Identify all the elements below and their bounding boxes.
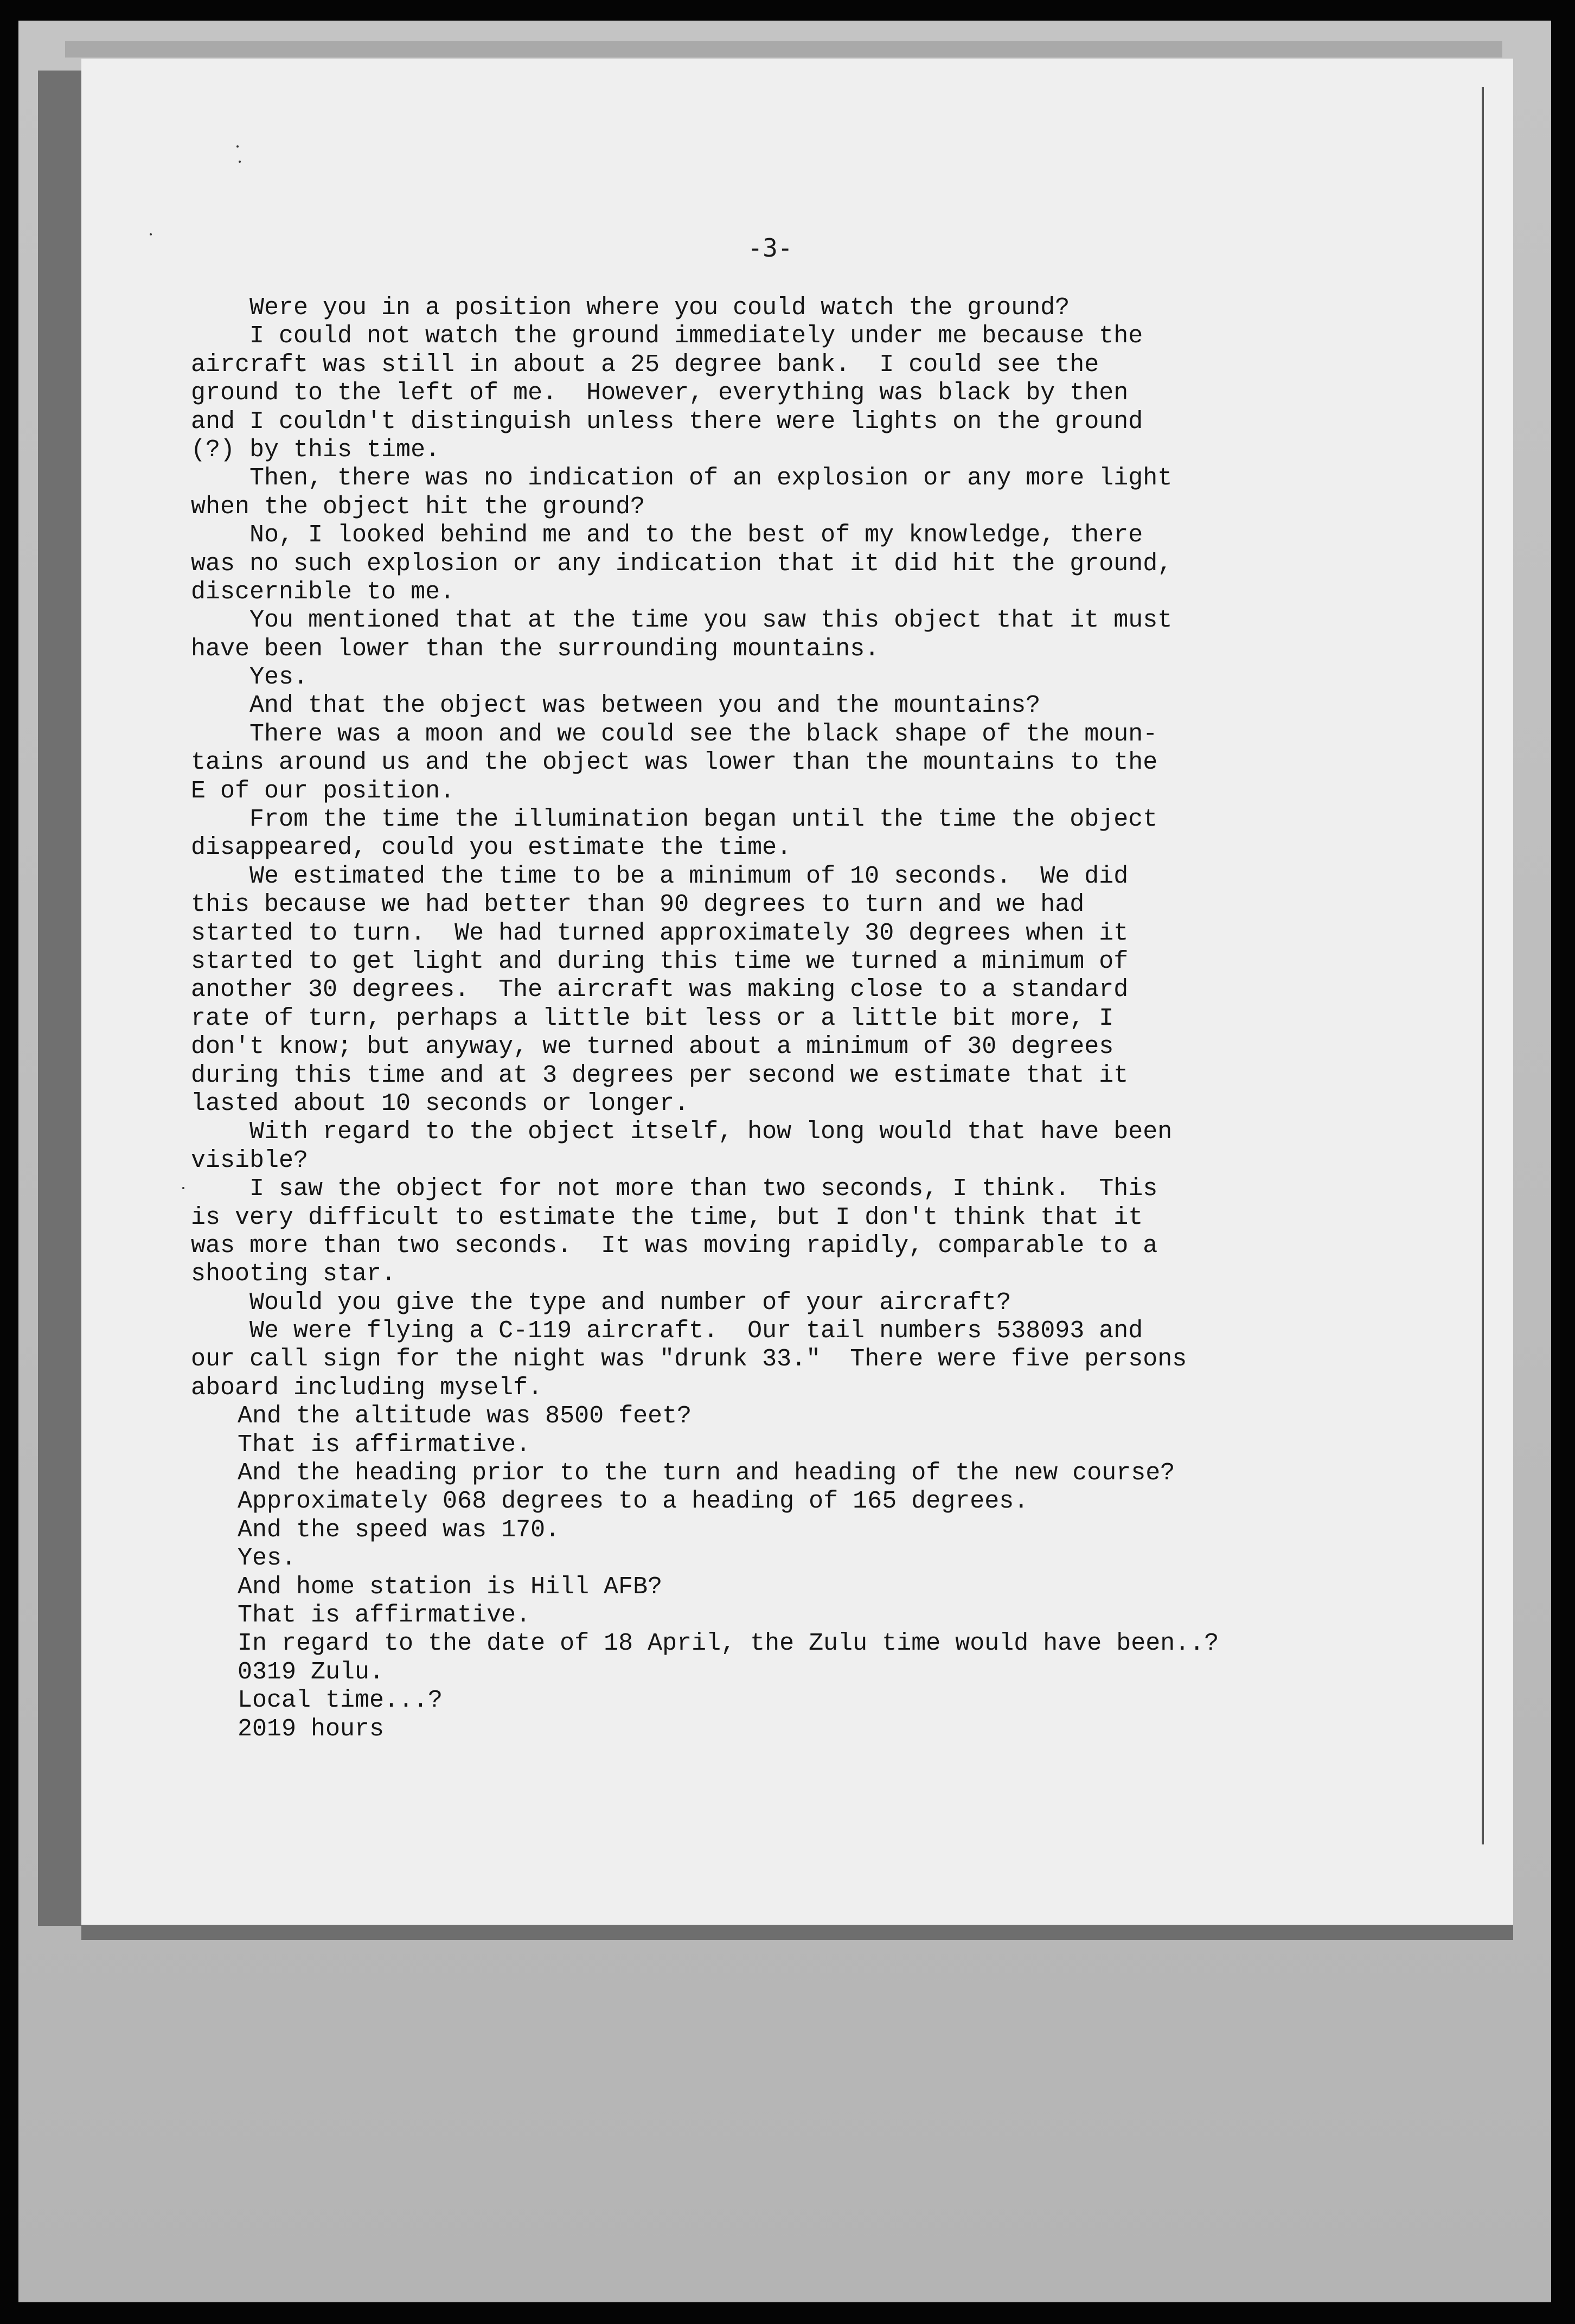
transcript-line: don't know; but anyway, we turned about a minimum of 30 degrees	[191, 1033, 1114, 1061]
transcript-line: You mentioned that at the time you saw this object that it must	[249, 606, 1173, 635]
transcript-line: when the object hit the ground?	[191, 493, 645, 521]
transcript-line: discernible to me.	[191, 578, 455, 606]
transcript-line: I saw the object for not more than two seconds, I think. This	[249, 1175, 1158, 1203]
transcript-line: visible?	[191, 1146, 309, 1174]
transcript-line: With regard to the object itself, how long would that have been	[249, 1118, 1173, 1146]
dust-speck	[236, 145, 239, 148]
transcript-line: From the time the illumination began until the time the object	[249, 806, 1158, 834]
transcript-line: our call sign for the night was "drunk 33." There were five persons	[191, 1345, 1187, 1374]
transcript-line: was no such explosion or any indication that it did hit the ground,	[191, 550, 1173, 578]
transcript-line: Then, there was no indication of an explosion or any more light	[249, 464, 1173, 493]
transcript-line: shooting star.	[191, 1260, 396, 1288]
transcript-line: aboard including myself.	[191, 1374, 543, 1402]
transcript-line: Approximately 068 degrees to a heading of 165 degrees.	[238, 1487, 1029, 1516]
dust-speck	[150, 233, 152, 235]
frame-shadow-left	[38, 71, 84, 1926]
transcript-line: have been lower than the surrounding mountains.	[191, 635, 880, 663]
transcript-line: started to get light and during this time we turned a minimum of	[191, 947, 1129, 975]
transcript-line: No, I looked behind me and to the best of my knowledge, there	[249, 521, 1143, 550]
transcript-line: and I couldn't distinguish unless there were lights on the ground	[191, 407, 1143, 436]
transcript-line: Would you give the type and number of your aircraft?	[249, 1288, 1011, 1317]
transcript-line: Yes.	[238, 1544, 297, 1573]
transcript-line: E of our position.	[191, 777, 455, 805]
transcript-line: during this time and at 3 degrees per second we estimate that it	[191, 1061, 1129, 1089]
transcript-line: Were you in a position where you could watch the ground?	[249, 294, 1070, 322]
transcript-line: started to turn. We had turned approximately 30 degrees when it	[191, 919, 1129, 947]
transcript-line: And the heading prior to the turn and heading of the new course?	[238, 1459, 1175, 1487]
transcript-line: That is affirmative.	[238, 1601, 531, 1629]
transcript-line: aircraft was still in about a 25 degree bank. I could see the	[191, 350, 1099, 379]
transcript-line: That is affirmative.	[238, 1431, 531, 1459]
dust-speck	[182, 1187, 184, 1189]
transcript-body	[191, 294, 1460, 1744]
transcript-line: disappeared, could you estimate the time.	[191, 834, 792, 862]
frame-shadow-bottom	[81, 1925, 1513, 1940]
transcript-line: this because we had better than 90 degrees to turn and we had	[191, 891, 1085, 919]
transcript-line: ground to the left of me. However, everything was black by then	[191, 379, 1129, 407]
transcript-line: And the altitude was 8500 feet?	[238, 1402, 692, 1431]
page-right-rule	[1482, 87, 1484, 1844]
transcript-line: another 30 degrees. The aircraft was making close to a standard	[191, 976, 1129, 1004]
transcript-line: And the speed was 170.	[238, 1516, 560, 1544]
transcript-line: I could not watch the ground immediately under me because the	[249, 322, 1143, 350]
transcript-line: Local time...?	[238, 1687, 443, 1715]
transcript-line: Yes.	[249, 663, 309, 692]
transcript-line: rate of turn, perhaps a little bit less or a little bit more, I	[191, 1004, 1114, 1032]
transcript-line: was more than two seconds. It was moving rapidly, comparable to a	[191, 1231, 1158, 1260]
transcript-line: In regard to the date of 18 April, the Zulu time would have been..?	[238, 1630, 1219, 1658]
dust-speck	[239, 161, 241, 163]
transcript-line: We were flying a C-119 aircraft. Our tail numbers 538093 and	[249, 1317, 1143, 1345]
transcript-line: And that the object was between you and the mountains?	[249, 692, 1041, 720]
frame-shadow-top	[65, 41, 1502, 58]
transcript-line: lasted about 10 seconds or longer.	[191, 1089, 689, 1118]
transcript-line: 0319 Zulu.	[238, 1658, 385, 1686]
transcript-line: is very difficult to estimate the time, but I don't think that it	[191, 1203, 1143, 1231]
transcript-line: We estimated the time to be a minimum of 10 seconds. We did	[249, 862, 1129, 890]
page-number: -3-	[747, 233, 793, 263]
transcript-line: 2019 hours	[238, 1715, 385, 1743]
transcript-line: And home station is Hill AFB?	[238, 1573, 663, 1601]
transcript-line: There was a moon and we could see the black shape of the moun-	[249, 720, 1158, 748]
transcript-line: tains around us and the object was lower than the mountains to the	[191, 749, 1158, 777]
transcript-line: (?) by this time.	[191, 436, 440, 464]
